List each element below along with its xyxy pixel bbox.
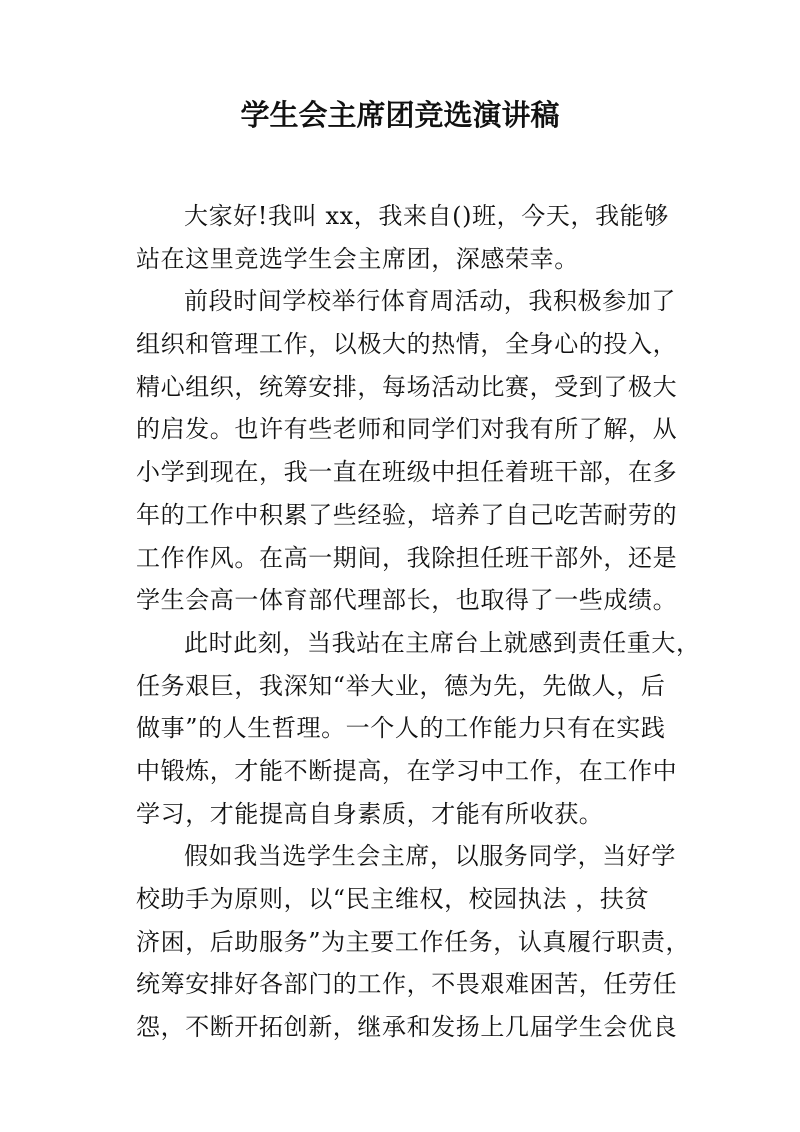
text-line: 前段时间学校举行体育周活动，我积极参加了 [184, 287, 676, 316]
text-line: 怨，不断开拓创新，继承和发扬上几届学生会优良 [136, 1013, 678, 1042]
paragraph-1 [136, 195, 668, 280]
paragraph-3 [136, 622, 701, 835]
text-line: 做事”的人生哲理。一个人的工作能力只有在实践 [136, 714, 666, 743]
text-line: 的启发。也许有些老师和同学们对我有所了解，从 [136, 415, 678, 444]
text-line: 学生会高一体育部代理部长，也取得了一些成绩。 [136, 586, 678, 615]
text-line: 统筹安排好各部门的工作，不畏艰难困苦，任劳任 [136, 970, 678, 999]
document-body [136, 195, 701, 1049]
text-line: 济困，后助服务”为主要工作任务，认真履行职责， [136, 927, 691, 956]
text-line: 站在这里竞选学生会主席团，深感荣幸。 [136, 244, 579, 273]
text-line: 中锻炼，才能不断提高，在学习中工作，在工作中 [136, 756, 678, 785]
paragraph-4 [136, 835, 691, 1048]
text-line: 任务艰巨，我深知“举大业，德为先，先做人，后 [136, 671, 666, 700]
text-line: 此时此刻，当我站在主席台上就感到责任重大， [184, 628, 701, 657]
text-line: 大家好!我叫 xx，我来自()班，今天，我能够 [184, 202, 669, 230]
text-line: 组织和管理工作，以极大的热情，全身心的投入， [136, 330, 678, 359]
text-line: 精心组织，统筹安排，每场活动比赛，受到了极大 [136, 372, 678, 401]
text-line: 校助手为原则，以“民主维权，校园执法 ，扶贫 [136, 885, 650, 913]
paragraph-2 [136, 280, 678, 622]
text-line: 工作作风。在高一期间，我除担任班干部外，还是 [136, 543, 678, 572]
text-line: 学习，才能提高自身素质，才能有所收获。 [136, 799, 604, 828]
document-title: 学生会主席团竞选演讲稿 [240, 98, 560, 132]
text-line: 小学到现在，我一直在班级中担任着班干部，在多 [136, 458, 678, 487]
text-line: 年的工作中积累了些经验，培养了自己吃苦耐劳的 [136, 500, 678, 529]
text-line: 假如我当选学生会主席，以服务同学，当好学 [184, 842, 676, 871]
